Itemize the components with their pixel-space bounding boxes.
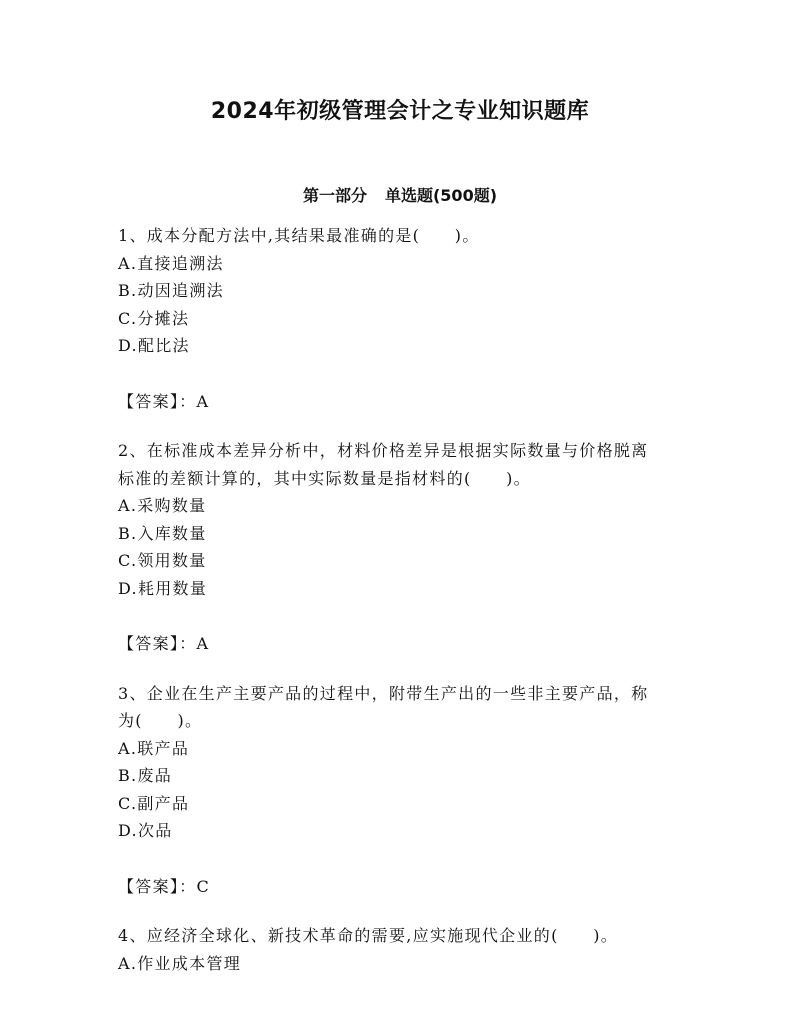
option-b: B.废品 [118,766,173,785]
question-4 [118,922,690,977]
section-heading [0,183,800,206]
question-stem: 4、应经济全球化、新技术革命的需要,应实施现代企业的( )。 [118,926,619,945]
question-1 [118,222,690,415]
section-name: 单选题(500题) [384,186,498,205]
question-stem-continued: 为( )。 [118,711,203,730]
document-title: 2024年初级管理会计之专业知识题库 [210,99,590,124]
option-b: B.动因追溯法 [118,281,224,300]
question-stem: 2、在标准成本差异分析中，材料价格差异是根据实际数量与价格脱离 [118,441,649,460]
answer-label: 【答案】：A [118,634,210,653]
option-d: D.配比法 [118,336,190,355]
option-d: D.次品 [118,821,173,840]
question-stem: 1、成本分配方法中,其结果最准确的是( )。 [118,226,480,245]
option-a: A.采购数量 [118,496,207,515]
question-3 [118,680,690,901]
option-a: A.联产品 [118,738,190,758]
section-part: 第一部分 [302,186,367,205]
question-2 [118,437,690,658]
option-c: C.分摊法 [118,308,190,328]
option-a: A.直接追溯法 [118,253,224,273]
option-b: B.入库数量 [118,523,207,543]
answer-label: 【答案】：C [118,876,211,896]
option-a: A.作业成本管理 [118,953,242,973]
option-c: C.领用数量 [118,551,207,570]
question-stem: 3、企业在生产主要产品的过程中，附带生产出的一些非主要产品，称 [118,683,649,703]
option-c: C.副产品 [118,793,190,813]
answer-label: 【答案】：A [118,391,210,411]
question-list [118,222,690,977]
question-stem-continued: 标准的差额计算的，其中实际数量是指材料的( )。 [118,468,531,488]
option-d: D.耗用数量 [118,578,208,598]
